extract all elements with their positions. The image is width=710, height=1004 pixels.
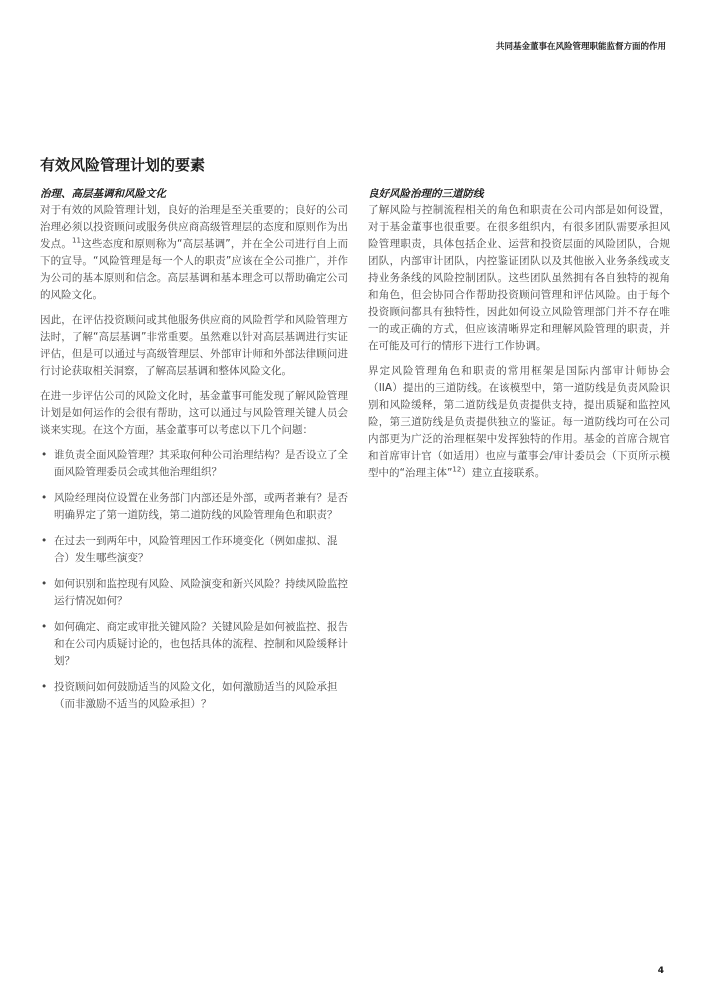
list-item xyxy=(40,679,348,713)
paragraph-text: 对于有效的风险管理计划，良好的治理是至关重要的；良好的公司治理必须以投资顾问或服务供应商高级管理层的态度和原则作为出发点。 xyxy=(40,204,348,250)
running-header: 共同基金董事在风险管理职能监督方面的作用 xyxy=(495,42,666,52)
bullet-icon: • xyxy=(41,578,48,590)
subhead-three-lines: 良好风险治理的三道防线 xyxy=(368,188,484,200)
section-title: 有效风险管理计划的要素 xyxy=(40,156,206,174)
list-item xyxy=(40,576,348,610)
list-item-text: 在过去一到两年中，风险管理因工作环境变化（例如虚拟、混合）发生哪些演变？ xyxy=(54,535,338,564)
paragraph-tone-at-top: 因此，在评估投资顾问或其他服务供应商的风险哲学和风险管理方法时，了解“高层基调”非常重要。虽然难以针对高层基调进行实证评估，但是可以通过与高级管理层、外部审计师和外部法律顾问进行讨论获取相关洞察，了解高层基调和整体风险文化。 xyxy=(40,314,348,377)
bullet-icon: • xyxy=(41,681,48,693)
list-item-text: 如何确定、商定或审批关键风险？关键风险是如何被监控、报告和在公司内质疑讨论的，也包括具体的流程、控制和风险缓释计划？ xyxy=(54,621,348,667)
footnote-ref: 11 xyxy=(72,236,81,245)
page-number: 4 xyxy=(657,966,664,976)
subhead-governance: 治理、高层基调和风险文化 xyxy=(40,188,166,200)
list-item-text: 谁负责全面风险管理？其采取何种公司治理结构？是否设立了全面风险管理委员会或其他治理组织？ xyxy=(54,449,348,478)
bullet-icon: • xyxy=(41,449,48,461)
list-item xyxy=(40,447,348,481)
list-item-text: 如何识别和监控现有风险、风险演变和新兴风险？持续风险监控运行情况如何？ xyxy=(54,578,348,607)
list-item-text: 投资顾问如何鼓励适当的风险文化，如何激励适当的风险承担（而非激励不适当的风险承担）？ xyxy=(54,681,338,710)
paragraph-framework xyxy=(368,363,670,482)
paragraph-risk-culture: 在进一步评估公司的风险文化时，基金董事可能发现了解风险管理计划是如何运作的会很有帮助，这可以通过与风险管理关键人员会谈来实现。在这个方面，基金董事可以考虑以下几个问题： xyxy=(40,390,348,436)
list-item xyxy=(40,619,348,670)
footnote-ref: 12 xyxy=(452,465,462,474)
bullet-icon: • xyxy=(41,621,48,633)
list-item xyxy=(40,533,348,567)
right-column xyxy=(368,187,670,490)
bullet-icon: • xyxy=(41,535,48,547)
list-item xyxy=(40,490,348,524)
paragraph-text: 界定风险管理角色和职责的常用框架是国际内部审计师协会（IIA）提出的三道防线。在该模型中，第一道防线是负责风险识别和风险缓释，第二道防线是负责提供支持，提出质疑和监控风险，第三道防线是负责提供独立的鉴证。每一道防线均可在公司内部更为广泛的治理框架中发挥独特的作用。基金的首席合规官和首席审计官（如适用）也应与董事会/审计委员会（下页所示模型中的“治理主体” xyxy=(368,365,670,479)
paragraph-governance xyxy=(40,202,348,304)
paragraph-roles: 了解风险与控制流程相关的角色和职责在公司内部是如何设置，对于基金董事也很重要。在很多组织内，有很多团队需要承担风险管理职责，具体包括企业、运营和投资层面的风险团队，合规团队，内部审计团队，内控鉴证团队以及其他嵌入业务条线或支持业务条线的风险控制团队。这些团队虽然拥有各自独特的视角和角色，但会协同合作帮助投资顾问管理和评估风险。由于每个投资顾问都具有独特性，因此如何设立风险管理部门并不存在唯一的或正确的方式，但应该清晰界定和理解风险管理的职责，并在可能及可行的情形下进行工作协调。 xyxy=(368,204,670,352)
bullet-icon: • xyxy=(41,492,48,504)
left-column xyxy=(40,187,348,722)
paragraph-text: 这些态度和原则称为“高层基调”，并在全公司进行自上而下的宣导。“风险管理是每一个人的职责”应该在全公司推广，并作为公司的基本原则和信念。高层基调和基本理念可以帮助确定公司的风险文化。 xyxy=(40,238,349,301)
question-list xyxy=(40,447,348,713)
list-item-text: 风险经理岗位设置在业务部门内部还是外部，或两者兼有？是否明确界定了第一道防线，第二道防线的风险管理角色和职责？ xyxy=(54,492,348,521)
paragraph-text: ）建立直接联系。 xyxy=(461,467,546,479)
